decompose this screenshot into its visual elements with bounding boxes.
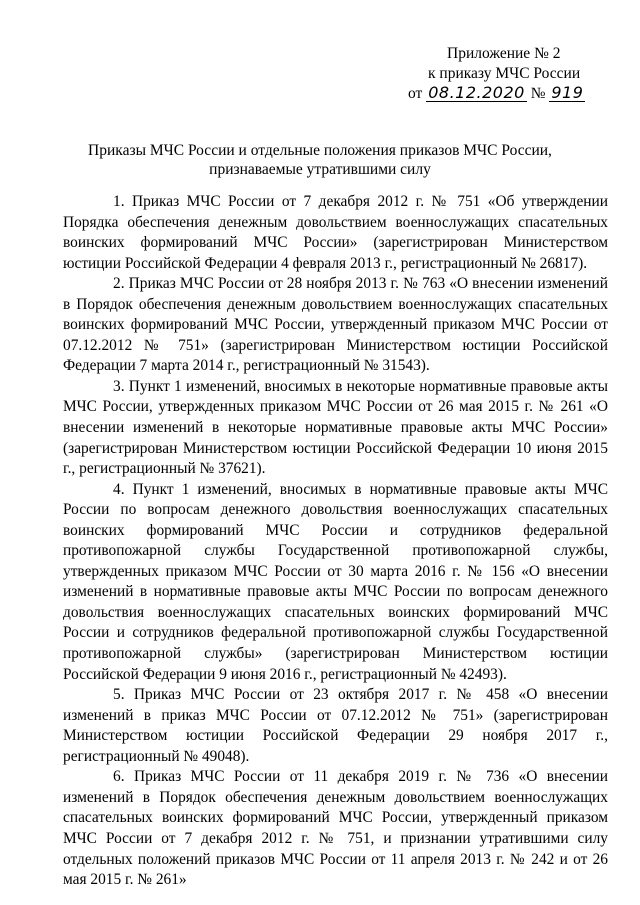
list-item: 4. Пункт 1 изменений, вносимых в нормативные правовые акты МЧС России по вопросам денежного довольствия военнослужащих спасательных воинских формирований МЧС России и сотрудников федеральной противопожарной службы Государственной противопожарной службы, утвержденных приказом МЧС России от 30 марта 2016 г. № 156 «О внесении изменений в нормативные правовые акты МЧС России по вопросам денежного довольствия военнослужащих спасательных воинских формирований МЧС России и сотрудников федеральной противопожарной службы Государственной противопожарной службы» (зарегистрирован Министерством юстиции Российской Федерации 9 июня 2016 г., регистрационный № 42493). — [63, 480, 608, 683]
document-title — [60, 141, 580, 179]
handwritten-number: 919 — [551, 83, 584, 102]
list-item: 2. Приказ МЧС России от 28 ноября 2013 г. № 763 «О внесении изменений в Порядок обеспечения денежным довольствием военнослужащих спасательных воинских формирований МЧС России, утвержденный приказом МЧС России от 07.12.2012 № 751» (зарегистрирован Министерством юстиции Российской Федерации 7 марта 2014 г., регистрационный № 31543). — [63, 275, 608, 375]
order-reference-line: к приказу МЧС России — [428, 65, 581, 82]
number-prefix: № — [530, 85, 546, 102]
document-body — [63, 192, 608, 891]
title-line: признаваемые утратившими силу — [209, 161, 431, 178]
title-line: Приказы МЧС России и отдельные положения приказов МЧС России, — [88, 142, 552, 159]
list-item: 5. Приказ МЧС России от 23 октября 2017 г. № 458 «О внесении изменений в приказ МЧС России от 07.12.2012 № 751» (зарегистрирован Министерством юстиции Российской Федерации 29 ноября 2017 г., регистрационный № 49048). — [63, 686, 608, 765]
handwritten-date: 08.12.2020 — [428, 83, 525, 102]
date-prefix: от — [408, 85, 423, 102]
list-item: 3. Пункт 1 изменений, вносимых в некоторые нормативные правовые акты МЧС России, утвержденных приказом МЧС России от 26 мая 2015 г. № 261 «О внесении изменений в некоторые нормативные правовые акты МЧС России» (зарегистрирован Министерством юстиции Российской Федерации 10 июня 2015 г., регистрационный № 37621). — [63, 377, 608, 478]
appendix-header — [400, 44, 610, 104]
list-item: 1. Приказ МЧС России от 7 декабря 2012 г. № 751 «Об утверждении Порядка обеспечения денежным довольствием военнослужащих спасательных воинских формирований МЧС России» (зарегистрирован Министерством юстиции Российской Федерации 4 февраля 2013 г., регистрационный № 26817). — [63, 193, 608, 272]
order-date-line — [408, 84, 610, 104]
list-item: 6. Приказ МЧС России от 11 декабря 2019 г. № 736 «О внесении изменений в Порядок обеспечения денежным довольствием военнослужащих спасательных воинских формирований МЧС России, утвержденный приказом МЧС России от 7 декабря 2012 г. № 751, и признании утратившими силу отдельных положений приказов МЧС России от 11 апреля 2013 г. № 242 и от 26 мая 2015 г. № 261» — [63, 768, 608, 889]
appendix-line: Приложение № 2 — [447, 45, 561, 62]
